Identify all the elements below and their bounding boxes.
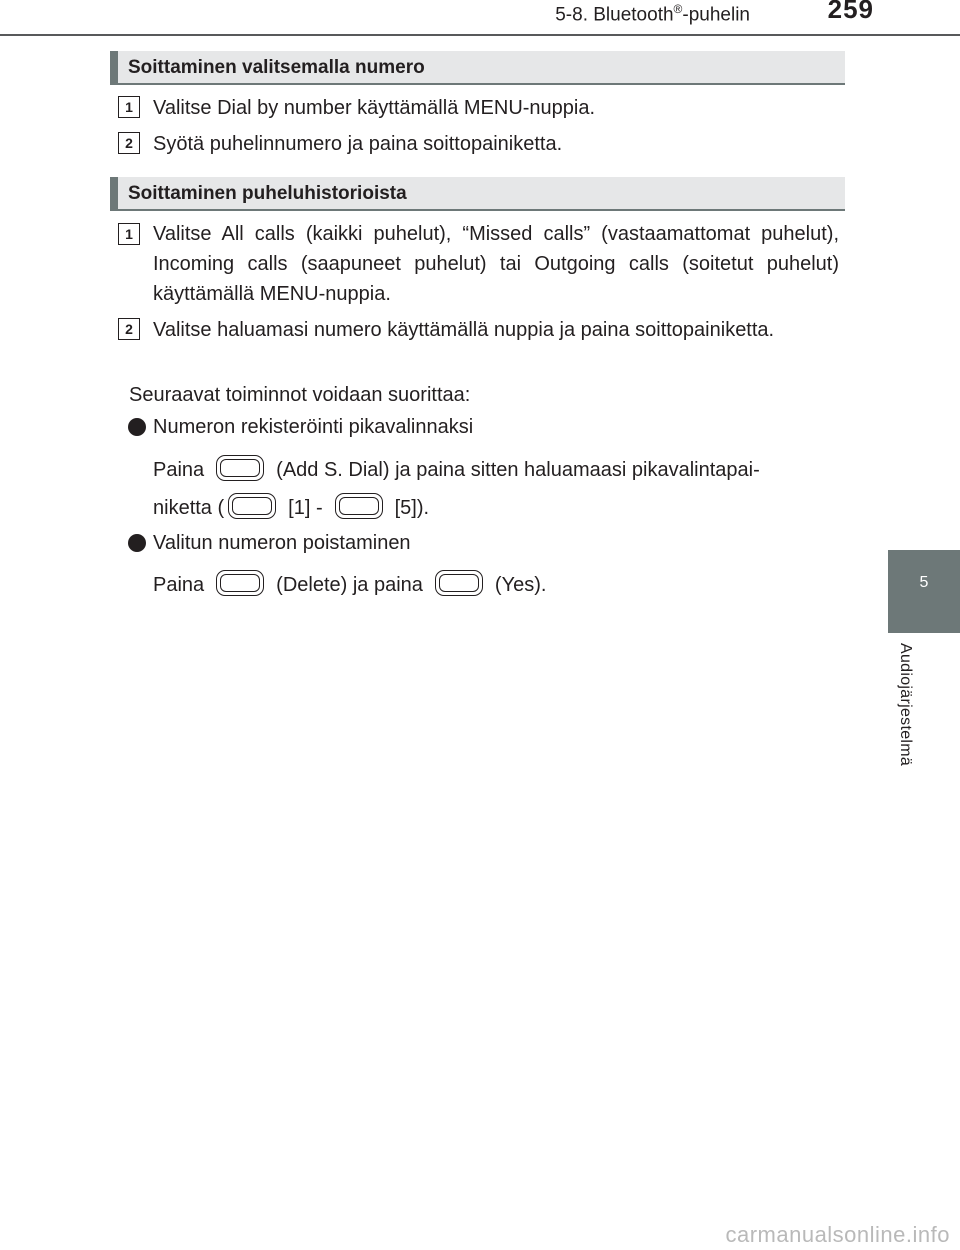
- page-number: 259: [827, 0, 874, 24]
- bullet-icon: [128, 418, 146, 436]
- section-heading-text: Soittaminen puheluhistorioista: [128, 183, 407, 204]
- instruction-line: [153, 455, 760, 485]
- chapter-prefix: 5-8. Bluetooth: [555, 4, 674, 26]
- step-text: Valitse Dial by number käyttämällä MENU-nuppia.: [153, 97, 596, 119]
- chapter-title: [555, 2, 750, 26]
- watermark: carmanualsonline.info: [725, 1222, 950, 1247]
- instruction-text: (Delete) ja paina: [276, 574, 423, 596]
- instruction-text: Paina: [153, 459, 205, 481]
- screen-button-icon: [228, 493, 276, 519]
- instruction-text: niketta (: [153, 497, 225, 519]
- instruction-text: [5]).: [394, 497, 430, 519]
- instruction-text: [1] -: [288, 497, 323, 519]
- chapter-tab: [888, 550, 960, 632]
- bullet-icon: [128, 534, 146, 552]
- chapter-tab-label: Audiojärjestelmä: [897, 643, 914, 767]
- screen-button-icon: [435, 570, 483, 596]
- section-heading-dial-by-number: [110, 51, 845, 85]
- step-number-badge: 2: [118, 132, 140, 154]
- bullet-title: Numeron rekisteröinti pikavalinnaksi: [153, 416, 474, 438]
- bullet-title: Valitun numeron poistaminen: [153, 532, 411, 554]
- step-number-badge: 1: [118, 223, 140, 245]
- step-text: Syötä puhelinnumero ja paina soittopainiketta.: [153, 133, 563, 155]
- header-rule: [0, 34, 960, 36]
- chapter-suffix: -puhelin: [682, 4, 750, 26]
- instruction-text: Paina: [153, 574, 205, 596]
- chapter-tab-number: 5: [919, 574, 929, 591]
- step-number-badge: 2: [118, 318, 140, 340]
- registered-mark: ®: [673, 2, 683, 16]
- section-heading-text: Soittaminen valitsemalla numero: [128, 57, 425, 78]
- screen-button-icon: [216, 570, 264, 596]
- screen-button-icon: [335, 493, 383, 519]
- chapter-tab-rule: [888, 632, 960, 633]
- step-text: Valitse All calls (kaikki puhelut), “Missed calls” (vastaamattomat puhelut), Incoming calls (saapuneet puhelut) tai Outgoing calls (soitetut puhelut) käyttämällä MENU-nuppia.: [153, 223, 839, 305]
- instruction-line: [153, 493, 429, 523]
- instruction-text: (Yes).: [494, 574, 547, 596]
- instruction-line: [153, 570, 546, 600]
- screen-button-icon: [216, 455, 264, 481]
- step-text: Valitse haluamasi numero käyttämällä nuppia ja paina soittopainiketta.: [153, 319, 775, 341]
- instruction-text: (Add S. Dial) ja paina sitten haluamaasi pikavalintapai-: [276, 459, 760, 481]
- step-number-badge: 1: [118, 96, 140, 118]
- functions-intro: Seuraavat toiminnot voidaan suorittaa:: [129, 384, 471, 406]
- section-heading-call-history: [110, 177, 845, 211]
